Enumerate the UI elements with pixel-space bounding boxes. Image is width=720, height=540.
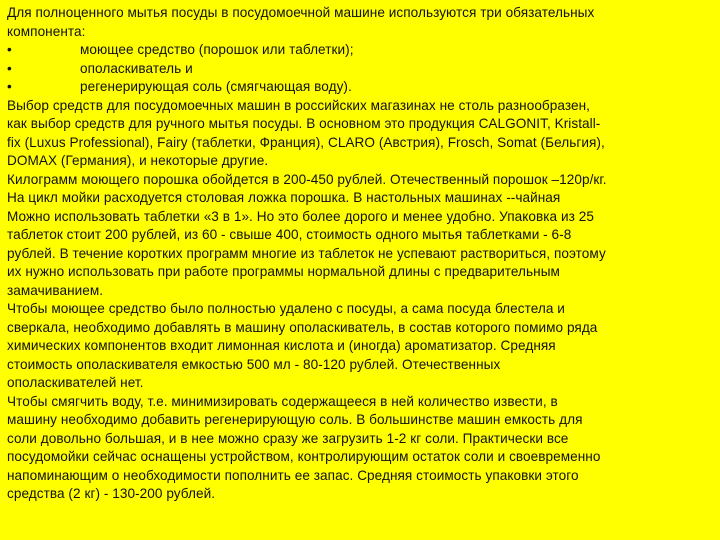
bullet-text: регенерирующая соль (смягчающая воду). bbox=[80, 79, 352, 94]
bullet-item bbox=[7, 78, 710, 97]
text-line: напоминающим о необходимости пополнить ее запас. Средняя стоимость упаковки этого bbox=[7, 467, 579, 483]
text-line: химических компонентов входит лимонная кислота и (иногда) ароматизатор. Средняя bbox=[7, 338, 556, 353]
slide-text bbox=[7, 4, 710, 504]
bullet-item bbox=[7, 60, 710, 79]
text-line: замачиванием. bbox=[7, 282, 104, 298]
bullet-item bbox=[7, 41, 710, 60]
text-line: рублей. В течение коротких программ многие из таблеток не успевают раствориться, поэтому bbox=[7, 245, 606, 261]
text-line: Чтобы смягчить воду, т.е. минимизировать содержащееся в ней количество извести, в bbox=[7, 393, 558, 409]
bullet-icon: • bbox=[7, 42, 12, 57]
text-line: как выбор средств для ручного мытья посуды. В основном это продукция CALGONIT, Kristall- bbox=[7, 116, 601, 131]
text-line: Выбор средств для посудомоечных машин в российских магазинах не столь разнообразен, bbox=[7, 97, 590, 113]
text-line: средства (2 кг) - 130-200 рублей. bbox=[7, 486, 216, 501]
text-line: Чтобы моющее средство было полностью удалено с посуды, а сама посуда блестела и bbox=[7, 301, 565, 316]
text-line: DOMAX (Германия), и некоторые другие. bbox=[7, 153, 269, 168]
text-line: Для полноценного мытья посуды в посудомоечной машине используются три обязательных bbox=[7, 5, 595, 20]
bullet-text: ополаскиватель и bbox=[80, 60, 193, 76]
text-line: компонента: bbox=[7, 23, 86, 39]
text-line: Килограмм моющего порошка обойдется в 200-450 рублей. Отечественный порошок –120р/кг. bbox=[7, 171, 607, 187]
text-line: стоимость ополаскивателя емкостью 500 мл - 80-120 рублей. Отечественных bbox=[7, 356, 501, 372]
text-line: сверкала, необходимо добавлять в машину ополаскиватель, в состав которого помимо ряда bbox=[7, 319, 598, 335]
bullet-icon: • bbox=[7, 79, 12, 94]
text-line: соли довольно большая, и в нее можно сразу же загрузить 1-2 кг соли. Практически все bbox=[7, 430, 569, 446]
text-line: На цикл мойки расходуется столовая ложка порошка. В настольных машинах --чайная bbox=[7, 190, 561, 205]
text-line: Можно использовать таблетки «3 в 1». Но это более дорого и менее удобно. Упаковка из 25 bbox=[7, 208, 594, 224]
text-line: fix (Luxus Professional), Fairy (таблетки, Франция), CLARO (Австрия), Frosch, Somat (Бельгия), bbox=[7, 134, 605, 150]
text-line: посудомойки сейчас оснащены устройством, контролирующим остаток соли и своевременно bbox=[7, 449, 601, 464]
bullet-icon: • bbox=[7, 60, 12, 76]
text-line: таблеток стоит 200 рублей, из 60 - свыше 400, стоимость одного мытья таблетками - 6-8 bbox=[7, 227, 572, 242]
text-line: машину необходимо добавить регенерирующую соль. В большинстве машин емкость для bbox=[7, 412, 583, 427]
text-line: их нужно использовать при работе программы нормальной длины с предварительным bbox=[7, 264, 560, 279]
text-line: ополаскивателей нет. bbox=[7, 375, 144, 390]
bullet-text: моющее средство (порошок или таблетки); bbox=[80, 42, 354, 57]
